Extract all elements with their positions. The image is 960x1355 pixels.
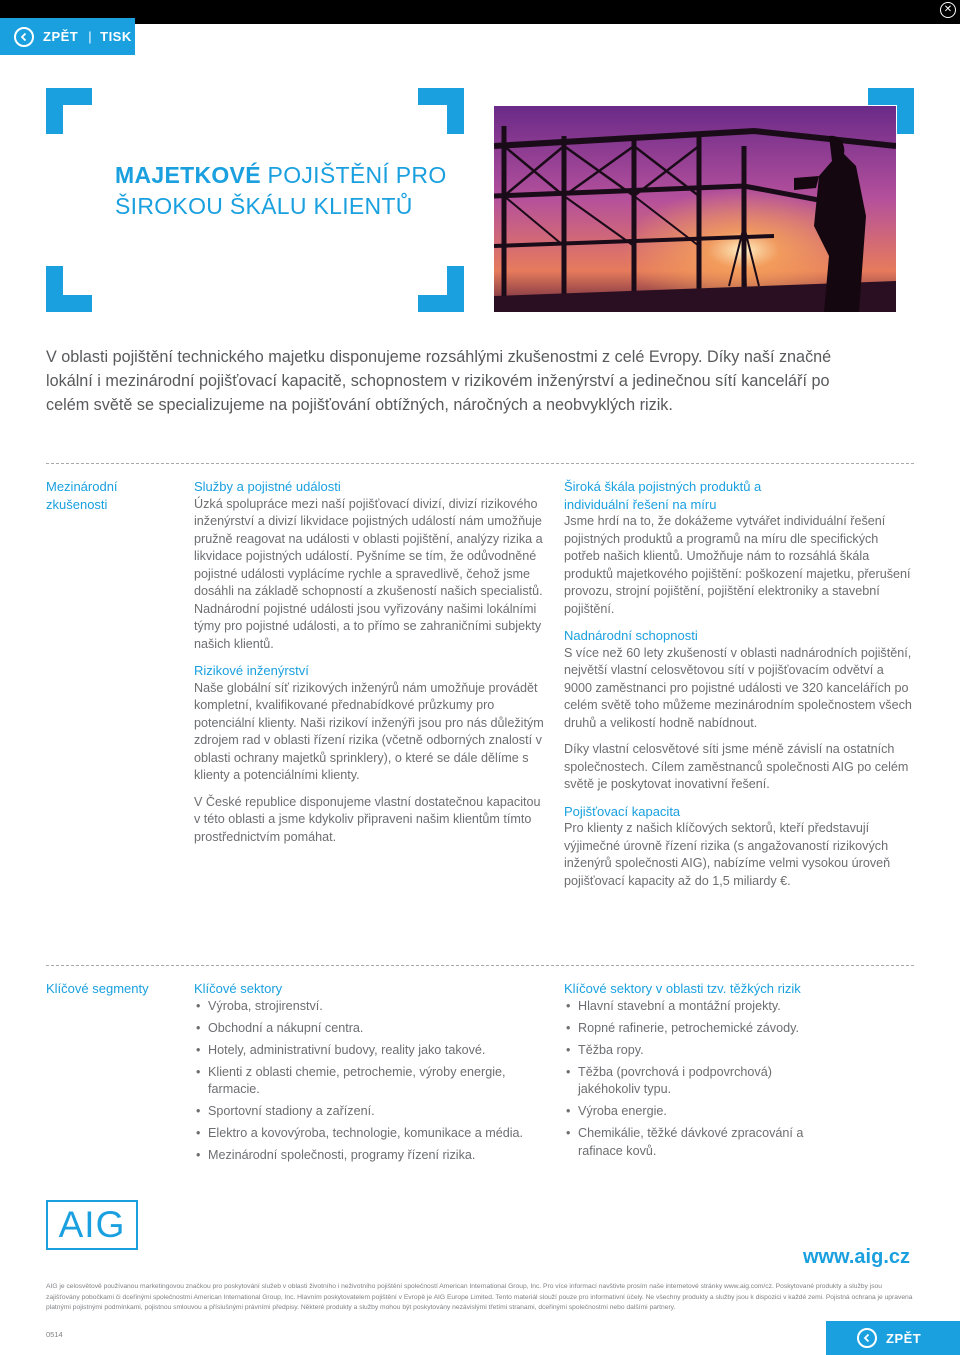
- list-item: • Výroba energie.: [564, 1103, 824, 1121]
- divider-2: [46, 965, 914, 966]
- text-services: Úzká spolupráce mezi naší pojišťovací divizí, divizí rizikového inženýrství a divizí likvidace pojistných událostí nám umožňuje pružně reagovat na události v oblasti pojištění, analýzy rizika a likvidace pojistných událostí. Pyšníme se tím, že odůvodněné pojistné události vyplácíme rychle a spravedlivě, čehož jsme dosáhli na základě schopností a zkušeností našich specialistů. Nadnárodní pojistné události jsou vyřizovány našimi lokálními týmy pro pojistné události, a to přímo se zahraničními subjekty našich klientů.: [194, 496, 543, 651]
- intro-paragraph: V oblasti pojištění technického majetku disponujeme rozsáhlými zkušenostmi z celé Evropy. Díky naší značné lokální i mezinárodní pojišťovací kapacitě, schopnostem v rizikovém inženýrství a jedinečnou sítí kanceláří po celém světě se specializujeme na pojišťování obtížných, náročných a neobvyklých rizik.: [46, 348, 832, 414]
- divider-1: [46, 463, 914, 464]
- bottom-back-button[interactable]: [826, 1321, 960, 1355]
- text-risk-engineering: Naše globální síť rizikových inženýrů nám umožňuje provádět kompletní, kvalifikované přednabídkové průzkumy pro potenciální klienty. Naši rizikoví inženýři jsou pro nás důležitým zdrojem rad v oblasti řízení rizika (včetně odborných znalostí v oblasti ochrany majetků sprinklery), o které se dále dělíme s klienty a potenciálními klienty.: [194, 680, 544, 782]
- bracket-top-left: [46, 88, 92, 134]
- document-code: 0514: [46, 1330, 63, 1339]
- print-button[interactable]: TISK: [100, 29, 132, 44]
- heading-key-sectors: Klíčové sektory: [194, 981, 283, 996]
- list-item: • Obchodní a nákupní centra.: [194, 1020, 524, 1038]
- bracket-top-right: [418, 88, 464, 134]
- title-rest: POJIŠTĚNÍ PRO: [267, 162, 447, 188]
- heading-products: Široká škála pojistných produktů a individuální řešení na míru: [564, 479, 762, 512]
- heading-services: Služby a pojistné události: [194, 479, 341, 494]
- list-item: • Chemikálie, těžké dávkové zpracování a rafinace kovů.: [564, 1125, 804, 1160]
- heading-multinational: Nadnárodní schopnosti: [564, 628, 698, 643]
- page-title: [115, 160, 447, 222]
- list-item: • Klienti z oblasti chemie, petrochemie, výroby energie, farmacie.: [194, 1064, 514, 1099]
- chevron-left-icon: [857, 1328, 877, 1348]
- heading-heavy-risks: Klíčové sektory v oblasti tzv. těžkých rizik: [564, 981, 801, 996]
- list-item: • Těžba ropy.: [564, 1042, 824, 1060]
- heading-risk-engineering: Rizikové inženýrství: [194, 663, 309, 678]
- legal-disclaimer: AIG je celosvětově používanou marketingovou značkou pro poskytování služeb v oblasti životního i neživotního pojištění společností American International Group, Inc. Pro více informací navštivte prosím naše internetové stránky www.aig.com/cz. Poskytované produkty a služby jsou zajišťovány pobočkami či dceřinými společnostmi American International Group, Inc. Hlavním poskytovatelem pojištění v Evropě je AIG Europe Limited. Tento materiál slouží pouze pro informativní účely. Ne všechny produkty a služby jsou k dispozici v každé zemi. Pojistná ochrana je upravena platnými pojistnými podmínkami, pojistnou smlouvou a příslušnými právními předpisy. Některé produkty a služby mohou být poskytovány nezávislými třetími stranami, dceřinými společnostmi nebo dalšími partnery.: [46, 1283, 913, 1311]
- list-item: • Sportovní stadiony a zařízení.: [194, 1103, 524, 1121]
- bracket-bottom-right: [418, 266, 464, 312]
- list-item: • Těžba (povrchová i podpovrchová) jakéhokoliv typu.: [564, 1064, 794, 1099]
- list-item: • Výroba, strojirenství.: [194, 998, 524, 1016]
- heading-capacity: Pojišťovací kapacita: [564, 803, 681, 819]
- bracket-bottom-left: [46, 266, 92, 312]
- section-label-segments: Klíčové segmenty: [46, 981, 149, 996]
- aig-logo: AIG: [46, 1200, 138, 1250]
- column-services: [194, 478, 544, 846]
- text-capacity: Pro klienty z našich klíčových sektorů, kteří představují výjimečné úrovně řízení rizika (s angažovaností rizikových inženýrů společnosti AIG), nabízíme velmi vysokou úroveň pojišťovací kapacity až do 1,5 miliardy €.: [564, 821, 891, 888]
- column-key-sectors: [194, 980, 524, 1169]
- column-heavy-risks: [564, 980, 824, 1165]
- text-network: Díky vlastní celosvětové síti jsme méně závislí na ostatních společnostech. Cílem zaměstnanců společnosti AIG po celém světě je poskytovat inovativní řešení.: [564, 742, 909, 791]
- top-nav: [0, 18, 135, 55]
- chevron-left-icon[interactable]: [14, 27, 34, 47]
- list-item: • Hotely, administrativní budovy, reality jako takové.: [194, 1042, 524, 1060]
- text-multinational: S více než 60 lety zkušeností v oblasti nadnárodních pojištění, největší vlastní celosvětovou sítí v pojišťovacím odvětví a 9000 zaměstnanci pro pojistné události ve 320 kancelářích po celém světě toho můžeme mezinárodním společnostem všech druhů a velikostí hodně nabídnout.: [564, 645, 912, 730]
- title-line2: ŠIROKOU ŠKÁLU KLIENTŮ: [115, 193, 413, 219]
- top-bar: [0, 0, 960, 24]
- column-products: [564, 478, 914, 890]
- hero-photo: [494, 106, 896, 312]
- title-bold: MAJETKOVÉ: [115, 162, 261, 188]
- list-item: • Hlavní stavební a montážní projekty.: [564, 998, 824, 1016]
- nav-separator: |: [88, 29, 93, 44]
- list-item: • Mezinárodní společnosti, programy řízení rizika.: [194, 1147, 524, 1165]
- text-czech-capacity: V České republice disponujeme vlastní dostatečnou kapacitou v této oblasti a jsme kdykoliv připraveni našim klientům tímto prostřednictvím pomáhat.: [194, 794, 541, 844]
- list-item: • Ropné rafinerie, petrochemické závody.: [564, 1020, 844, 1038]
- section-label-international: Mezinárodní zkušenosti: [46, 479, 118, 512]
- list-item: • Elektro a kovovýroba, technologie, komunikace a média.: [194, 1125, 524, 1143]
- bottom-back-label: ZPĚT: [886, 1330, 922, 1346]
- heavy-risks-list: [564, 998, 824, 1161]
- website-link[interactable]: www.aig.cz: [802, 1246, 910, 1268]
- key-sectors-list: [194, 998, 524, 1165]
- text-products: Jsme hrdí na to, že dokážeme vytvářet individuální řešení pojistných produktů a programů na míru dle specifických potřeb našich klientů. Umožňuje nám to rozsáhlá škála produktů majetkového pojištění: poškození majetku, přerušení provozu, strojní pojištění, pojištění elektroniky a stavební pojištění.: [564, 514, 911, 616]
- back-button[interactable]: ZPĚT: [43, 29, 79, 44]
- close-icon[interactable]: ✕: [940, 2, 956, 18]
